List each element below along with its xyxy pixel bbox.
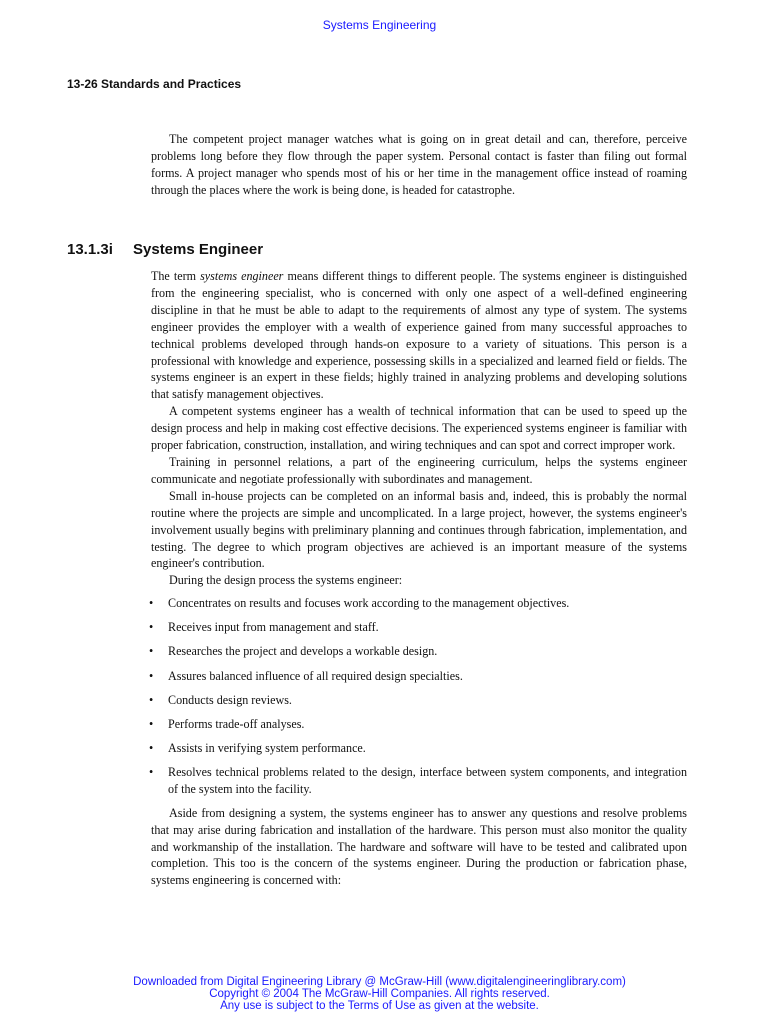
bullet-marker: •: [149, 716, 154, 731]
list-item: [151, 668, 687, 685]
footer-notice: [0, 976, 759, 1012]
bullet-marker: •: [149, 740, 154, 755]
design-duties-list: [151, 595, 687, 797]
section-heading: [67, 241, 263, 258]
paragraph-fabrication: Aside from designing a system, the systems engineer has to answer any questions and resolve problems that may arise during fabrication and installation of the hardware. This person must also monitor the quality and workmanship of the installation. The hardware and software will have to be tested and calibrated upon completion. This too is the concern of the systems engineer. During the production or fabrication phase, systems engineering is concerned with:: [151, 805, 687, 888]
section-number: 13.1.3i: [67, 241, 113, 258]
paragraph-training: Training in personnel relations, a part of the engineering curriculum, helps the systems engineer communicate and negotiate professionally with subordinates and management.: [151, 454, 687, 486]
footer-copyright: Copyright © 2004 The McGraw-Hill Companies. All rights reserved.: [209, 988, 550, 1000]
list-item: [151, 716, 687, 733]
list-item-text: Researches the project and develops a workable design.: [168, 644, 438, 659]
list-item: [151, 740, 687, 757]
section-title: Systems Engineer: [133, 241, 264, 258]
list-item: [151, 595, 687, 612]
list-item: [151, 764, 687, 798]
section-body: [151, 268, 687, 889]
list-item-text: Receives input from management and staff.: [168, 620, 379, 635]
bullet-marker: •: [149, 596, 154, 611]
paragraph-definition: [151, 268, 687, 403]
bullet-marker: •: [149, 692, 154, 707]
footer-terms-link[interactable]: Any use is subject to the Terms of Use as given at the website.: [220, 1000, 539, 1012]
header-link[interactable]: Systems Engineering: [322, 18, 437, 32]
p1-before: The term: [151, 269, 201, 283]
list-item-text: Resolves technical problems related to the design, interface between system components, and integration of the system into the facility.: [168, 764, 687, 796]
p1-term: systems engineer: [200, 269, 284, 283]
list-item: [151, 619, 687, 636]
bullet-marker: •: [149, 668, 154, 683]
bullet-marker: •: [149, 644, 154, 659]
paragraph-design-process-intro: During the design process the systems engineer:: [169, 573, 403, 588]
list-item: [151, 692, 687, 709]
list-item-text: Concentrates on results and focuses work according to the management objectives.: [168, 596, 570, 611]
footer-download-link[interactable]: Downloaded from Digital Engineering Library @ McGraw-Hill (www.digitalengineeringlibrary.com): [133, 976, 626, 988]
bullet-marker: •: [149, 620, 154, 635]
list-item-text: Performs trade-off analyses.: [168, 716, 305, 731]
list-item: [151, 643, 687, 660]
list-item-text: Conducts design reviews.: [168, 692, 292, 707]
paragraph-projects: Small in-house projects can be completed on an informal basis and, indeed, this is probably the normal routine where the projects are simple and uncomplicated. In a large project, however, the systems engineer's involvement usually begins with preliminary planning and continues through fabrication, implementation, and testing. The degree to which program objectives are achieved is an important measure of the systems engineer's contribution.: [151, 488, 687, 571]
p1-after: means different things to different people. The systems engineer is distinguished from the engineering specialist, who is concerned with only one aspect of a well-defined engineering discipline in that he must be able to adapt to the requirements of almost any type of system. The systems engineer provides the employer with a wealth of experience gained from many successful approaches to technical problems developed through hands-on exposure to a variety of situations. This person is a professional with knowledge and experience, possessing skills in a specialized and learned field or fields. The systems engineer is an expert in these fields; highly trained in analyzing problems and developing solutions that satisfy management objectives.: [151, 269, 687, 402]
list-item-text: Assures balanced influence of all required design specialties.: [168, 668, 463, 683]
paragraph-technical-info: A competent systems engineer has a wealth of technical information that can be used to speed up the design process and help in making cost effective decisions. The experienced systems engineer is familiar with proper fabrication, construction, installation, and wiring techniques and can spot and correct improper work.: [151, 404, 687, 453]
running-head: 13-26 Standards and Practices: [67, 77, 242, 91]
bullet-marker: •: [149, 764, 154, 779]
list-item-text: Assists in verifying system performance.: [168, 740, 366, 755]
intro-section: [151, 131, 687, 199]
intro-paragraph: The competent project manager watches what is going on in great detail and can, therefore, perceive problems long before they flow through the paper system. Personal contact is faster than filing out formal forms. A project manager who spends most of his or her time in the management office instead of roaming through the places where the work is being done, is headed for catastrophe.: [151, 132, 687, 197]
